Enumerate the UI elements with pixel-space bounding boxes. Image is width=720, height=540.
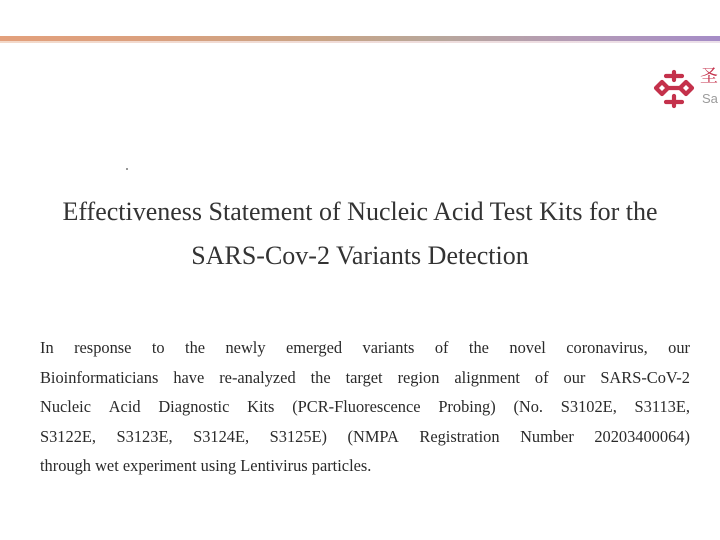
- word: Nucleic: [40, 397, 91, 416]
- title-line-2: SARS-Cov-2 Variants Detection: [191, 241, 529, 270]
- word: (PCR-Fluorescence: [292, 397, 421, 416]
- title-line-1: Effectiveness Statement of Nucleic Acid Test Kits for the: [62, 197, 658, 226]
- word: target: [345, 367, 383, 387]
- word: Registration: [419, 426, 500, 446]
- document-title: [0, 190, 720, 278]
- logo-english-text: Sa: [702, 91, 718, 106]
- word: Kits: [247, 397, 275, 416]
- word: S3124E,: [193, 426, 250, 446]
- scan-speck: [126, 168, 128, 170]
- word: newly: [225, 338, 266, 357]
- word: have: [173, 367, 205, 387]
- word: Bioinformaticians: [40, 367, 159, 387]
- header-stripe-shadow: [0, 41, 720, 43]
- word: Acid: [108, 397, 141, 416]
- word: of: [434, 338, 449, 357]
- word: of: [534, 367, 549, 387]
- statement-paragraph: [40, 333, 690, 481]
- word: S3113E,: [634, 397, 690, 416]
- paragraph-line: [40, 392, 690, 422]
- paragraph-line: [40, 422, 690, 452]
- paragraph-last-line: through wet experiment using Lentivirus particles.: [40, 456, 372, 475]
- word: the: [185, 338, 206, 357]
- word: S3102E,: [560, 397, 617, 416]
- word: S3123E,: [116, 426, 173, 446]
- word: region: [397, 367, 440, 387]
- word: In: [40, 338, 54, 357]
- word: Diagnostic: [158, 397, 230, 416]
- word: 20203400064): [594, 426, 690, 446]
- logo-chinese-text: 圣: [700, 66, 718, 87]
- word: S3125E): [269, 426, 328, 446]
- word: (NMPA: [347, 426, 399, 446]
- word: coronavirus,: [566, 338, 648, 357]
- paragraph-line: [40, 333, 690, 363]
- word: our: [563, 367, 586, 387]
- word: to: [151, 338, 165, 357]
- word: SARS-CoV-2: [600, 367, 690, 387]
- word: novel: [509, 338, 546, 357]
- word: response: [74, 338, 132, 357]
- word: emerged: [285, 338, 343, 357]
- word: (No.: [513, 397, 544, 416]
- word: S3122E,: [40, 426, 97, 446]
- word: variants: [362, 338, 415, 357]
- word: the: [310, 367, 331, 387]
- word: our: [668, 338, 690, 357]
- word: Number: [520, 426, 574, 446]
- word: re-analyzed: [219, 367, 296, 387]
- word: Probing): [438, 397, 496, 416]
- paragraph-line: [40, 363, 690, 393]
- word: the: [468, 338, 489, 357]
- word: alignment: [454, 367, 520, 387]
